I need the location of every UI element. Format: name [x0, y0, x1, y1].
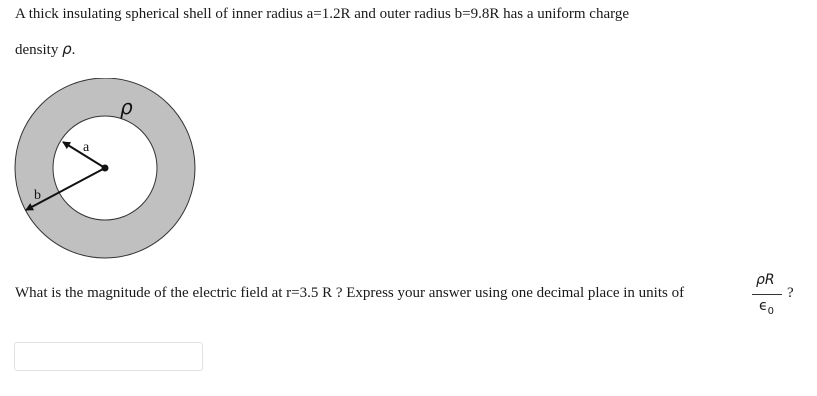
rho-figure-label: ρ [120, 95, 133, 119]
fraction-numerator: ρR [756, 272, 775, 288]
a-label: a [83, 140, 90, 155]
b-label: b [34, 188, 41, 203]
answer-input[interactable] [14, 342, 203, 371]
period: . [71, 42, 76, 58]
problem-statement-line2 [15, 40, 75, 59]
rho-symbol: ρ [62, 40, 72, 58]
units-fraction [750, 272, 786, 322]
question-text: What is the magnitude of the electric field at r=3.5 R ? Express your answer using one decimal place in units of [15, 285, 685, 301]
epsilon-symbol: ϵ [759, 298, 768, 314]
fraction-bar [752, 294, 782, 295]
epsilon-subscript: 0 [767, 305, 774, 317]
spherical-shell-diagram [12, 78, 198, 264]
center-point [102, 165, 109, 172]
fraction-denominator [759, 298, 774, 317]
problem-statement-line1: A thick insulating spherical shell of inner radius a=1.2R and outer radius b=9.8R has a uniform charge [15, 6, 630, 22]
question-mark: ? [787, 285, 794, 301]
density-text: density [15, 42, 63, 58]
